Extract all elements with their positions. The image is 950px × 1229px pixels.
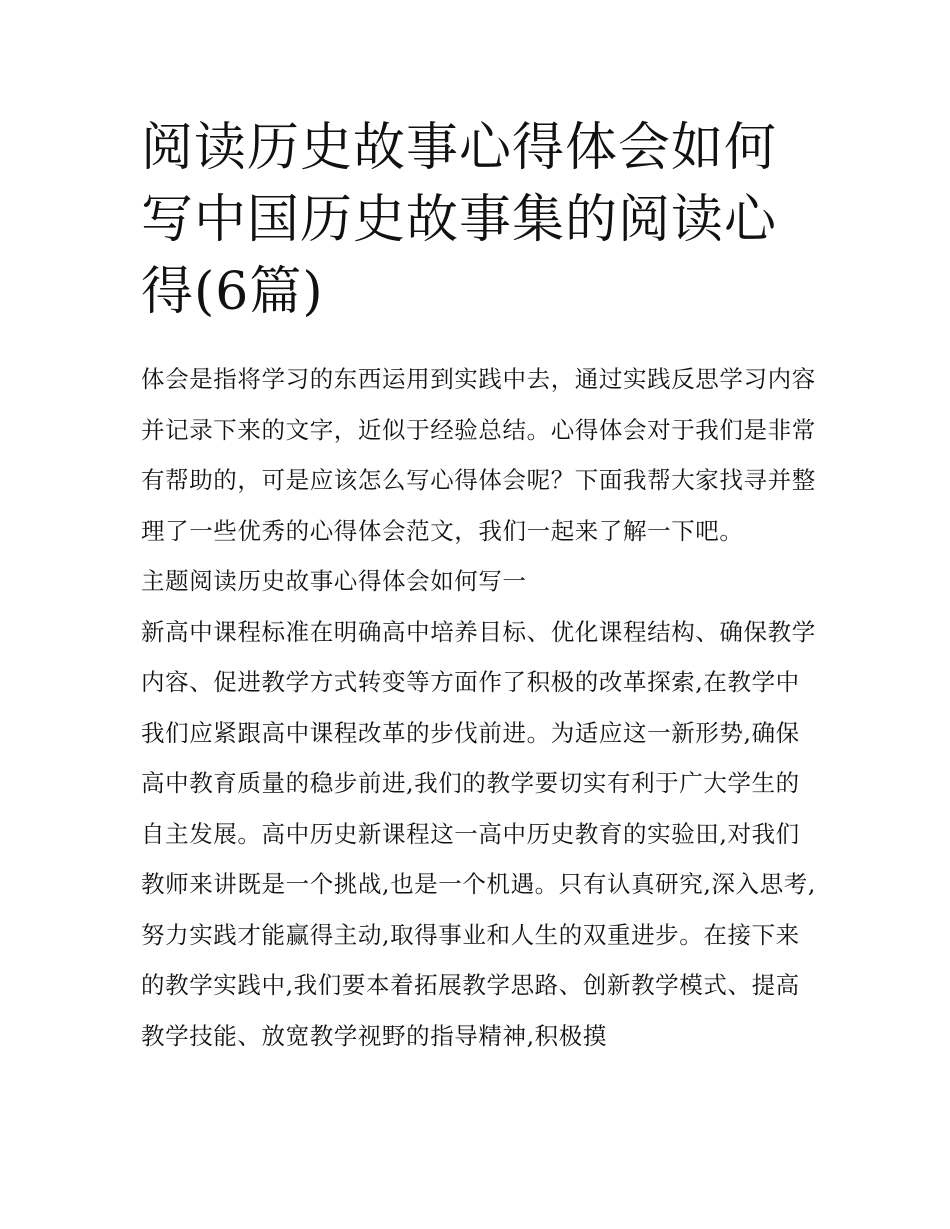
intro-paragraph: 体会是指将学习的东西运用到实践中去，通过实践反思学习内容并记录下来的文字，近似于经验总结。心得体会对于我们是非常有帮助的，可是应该怎么写心得体会呢？下面我帮大家找寻并整理了一些优秀的心得体会范文，我们一起来了解一下吧。 [141,365,816,545]
document-body [141,354,819,1061]
section-paragraph: 新高中课程标准在明确高中培养目标、优化课程结构、确保教学内容、促进教学方式转变等方面作了积极的改革探索,在教学中我们应紧跟高中课程改革的步伐前进。为适应这一新形势,确保高中教育质量的稳步前进,我们的教学要切实有利于广大学生的自主发展。高中历史新课程这一高中历史教育的实验田,对我们教师来讲既是一个挑战,也是一个机遇。只有认真研究,深入思考,努力实践才能赢得主动,取得事业和人生的双重进步。在接下来的教学实践中,我们要本着拓展教学思路、创新教学模式、提高教学技能、放宽教学视野的指导精神,积极摸 [141,617,816,1050]
document-title: 阅读历史故事心得体会如何写中国历史故事集的阅读心得(6篇) [141,118,778,322]
section-heading: 主题阅读历史故事心得体会如何写一 [141,567,527,595]
